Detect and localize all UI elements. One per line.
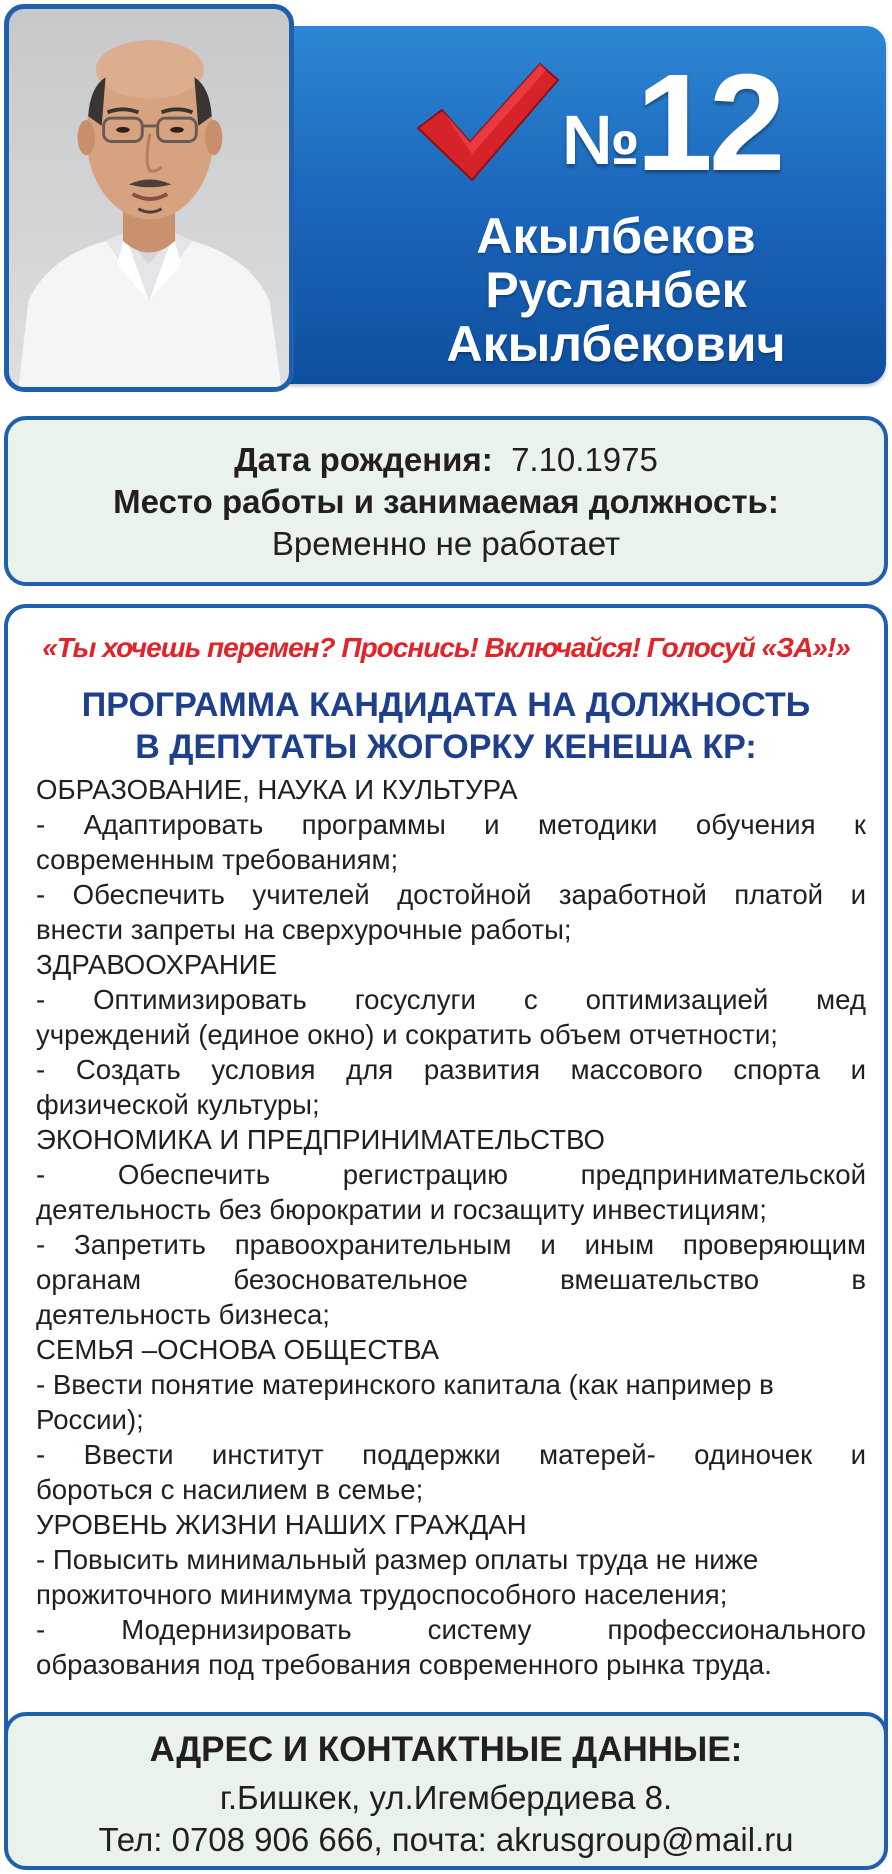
program-box <box>4 604 888 1868</box>
program-line: - Ввести понятие материнского капитала (как например в <box>36 1369 774 1400</box>
program-line: внести запреты на сверхурочные работы; <box>36 914 572 945</box>
work-label-line <box>8 482 884 522</box>
birth-date-value: 7.10.1975 <box>511 441 658 478</box>
contact-address: г.Бишкек, ул.Игембердиева 8. <box>219 1779 673 1816</box>
number-sign: № <box>562 101 637 179</box>
birth-date-label: Дата рождения: <box>234 441 493 478</box>
program-title-line: ПРОГРАММА КАНДИДАТА НА ДОЛЖНОСТЬ <box>81 686 811 724</box>
number-value: 12 <box>636 46 782 200</box>
slogan: «Ты хочешь перемен? Проснись! Включайся! Голосуй «ЗА»!» <box>42 632 850 663</box>
program-title-line: В ДЕПУТАТЫ ЖОГОРКУ КЕНЕША КР: <box>135 728 757 766</box>
section-heading-economy: ЭКОНОМИКА И ПРЕДПРИНИМАТЕЛЬСТВО <box>36 1124 605 1155</box>
program-line: - Запретить правоохранительным и иным проверяющим <box>36 1229 866 1260</box>
program-line: бороться с насилием в семье; <box>36 1474 424 1505</box>
section-heading-living-standard: УРОВЕНЬ ЖИЗНИ НАШИХ ГРАЖДАН <box>36 1509 527 1540</box>
program-line: учреждений (единое окно) и сократить объем отчетности; <box>36 1019 778 1050</box>
contacts-box <box>4 1712 888 1870</box>
program-line: - Ввести институт поддержки матерей- одиночек и <box>36 1439 866 1470</box>
program-line: России); <box>36 1404 144 1435</box>
candidate-surname: Акылбеков <box>476 208 756 264</box>
program-line: - Обеспечить учителей достойной заработной платой и <box>36 879 866 910</box>
program-line: - Адаптировать программы и методики обучения к <box>36 809 866 840</box>
work-value: Временно не работает <box>271 525 621 562</box>
section-heading-family: СЕМЬЯ –ОСНОВА ОБЩЕСТВА <box>36 1334 440 1365</box>
program-line: прожиточного минимума трудоспособного населения; <box>36 1579 728 1610</box>
birth-date-line <box>8 440 884 480</box>
portrait-illustration <box>9 9 289 387</box>
section-heading-education: ОБРАЗОВАНИЕ, НАУКА И КУЛЬТУРА <box>36 774 518 805</box>
program-line: деятельность бизнеса; <box>36 1299 330 1330</box>
program-line: образования под требования современного рынка труда. <box>36 1649 772 1680</box>
candidate-number <box>562 46 782 200</box>
contact-phone-email: Тел: 0708 906 666, почта: akrusgroup@mail.ru <box>98 1821 794 1858</box>
work-label: Место работы и занимаемая должность: <box>113 483 779 520</box>
program-line: деятельность без бюрократии и госзащиту инвестициям; <box>36 1194 767 1225</box>
program-line: физической культуры; <box>36 1089 320 1120</box>
program-line: современным требованиям; <box>36 844 399 875</box>
program-line: органам безосновательное вмешательство в <box>36 1264 866 1295</box>
program-title <box>8 684 884 768</box>
program-line: - Модернизировать систему профессионального <box>36 1614 866 1645</box>
candidate-photo <box>4 4 294 392</box>
candidate-patronymic: Акылбекович <box>446 316 786 372</box>
section-heading-health: ЗДРАВООХРАНИЕ <box>36 949 278 980</box>
candidate-first-name: Русланбек <box>485 262 747 318</box>
program-text <box>36 772 866 1682</box>
program-line: - Создать условия для развития массового спорта и <box>36 1054 866 1085</box>
program-line: - Оптимизировать госуслуги с оптимизацией мед <box>36 984 866 1015</box>
check-mark-icon <box>412 58 562 184</box>
info-box <box>4 416 888 586</box>
program-line: - Повысить минимальный размер оплаты труда не ниже <box>36 1544 759 1575</box>
contacts-title: АДРЕС И КОНТАКТНЫЕ ДАННЫЕ: <box>149 1730 743 1769</box>
program-line: - Обеспечить регистрацию предпринимательской <box>36 1159 866 1190</box>
